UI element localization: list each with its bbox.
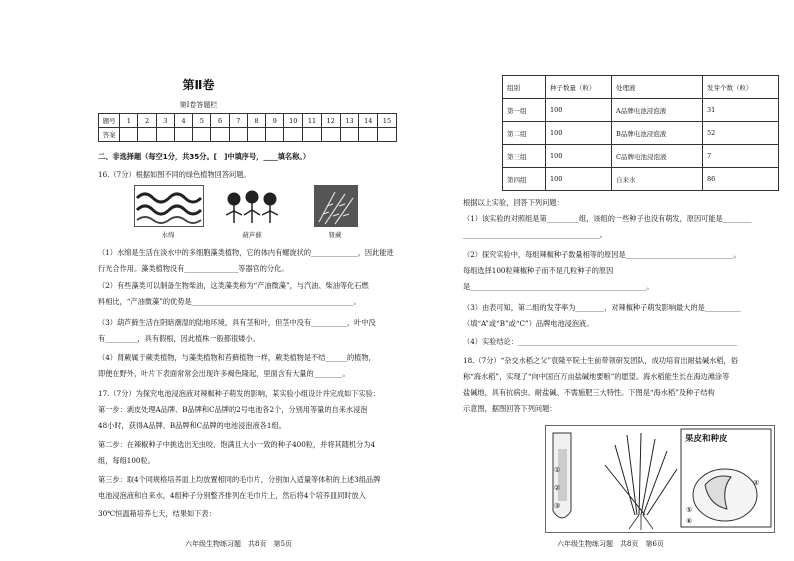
question-number: 8 bbox=[247, 114, 265, 128]
fern-image bbox=[314, 185, 358, 227]
table-cell: B品牌电池浸泡液 bbox=[612, 122, 703, 145]
q18-line: 盐碱地，具有抗病虫、耐盐碱、不需施肥三大特性。下图是“海水稻”及种子结构 bbox=[463, 388, 715, 397]
header-cell: 种子数量（粒） bbox=[546, 76, 612, 99]
figure-marker: ⑥ bbox=[686, 516, 693, 525]
q17-line: 48小时，获得A品牌、B品牌和C品牌的电池浸泡液各1组。 bbox=[98, 421, 286, 430]
table-row bbox=[503, 168, 779, 191]
q17-line: 第三步：取4个同规格培养皿上均放置相同的毛巾片，分别加入适量等体积的上述3组品牌 bbox=[98, 475, 381, 484]
q17-line: 每组选择100粒辣椒种子而不是几粒种子的原因 bbox=[463, 266, 614, 275]
answer-cell[interactable] bbox=[284, 128, 303, 142]
page-footer: 六年级生物练习题 共8页 第5页 bbox=[185, 540, 292, 548]
q17-line: （2）探究实验中，每组辣椒种子数量相等的原因是______________________________。 bbox=[463, 250, 741, 259]
table-row bbox=[503, 122, 779, 145]
row-label: 答案 bbox=[99, 128, 120, 142]
figure-marker: ② bbox=[554, 483, 561, 492]
spirogyra-image bbox=[134, 185, 204, 227]
question-number: 4 bbox=[174, 114, 192, 128]
table-cell: 100 bbox=[546, 145, 612, 168]
q16-line: （3）葫芦藓生活在阴暗潮湿的陆地环境，具有茎和叶，但茎中没有__________，叶中没 bbox=[98, 318, 376, 327]
q16-line: （4）肾蕨属于蕨类植物，与藻类植物和苔藓植物一样，蕨类植物是不结______的植物， bbox=[98, 353, 376, 362]
answer-cell[interactable] bbox=[156, 128, 174, 142]
question-number: 11 bbox=[303, 114, 322, 128]
q17-line: （3）由表可知，第二组的发芽率为________，对辣椒种子萌发影响最大的是__________ bbox=[463, 303, 741, 312]
question-number: 2 bbox=[138, 114, 156, 128]
table-cell: 第三组 bbox=[503, 145, 546, 168]
table-cell: 第四组 bbox=[503, 168, 546, 191]
table-cell: 100 bbox=[546, 168, 612, 191]
table-cell: A品牌电池浸泡液 bbox=[612, 99, 703, 122]
table-cell: 第一组 bbox=[503, 99, 546, 122]
header-cell: 处理液 bbox=[612, 76, 703, 99]
table-row bbox=[503, 99, 779, 122]
q18-line: 18.（7分）“杂交水稻之父”袁隆平院士生前带领研发团队，成功培育出耐盐碱水稻，俗 bbox=[463, 356, 738, 365]
q16-line: （1）水绵是生活在淡水中的多细胞藻类植物，它的体内有螺旋状的_____________，因此能进 bbox=[98, 248, 394, 257]
row-label: 题号 bbox=[99, 114, 120, 128]
moss-caption: 葫芦藓 bbox=[242, 231, 262, 239]
moss-image bbox=[222, 185, 282, 225]
answer-table bbox=[98, 113, 397, 142]
table-cell: 100 bbox=[546, 99, 612, 122]
question-number: 6 bbox=[211, 114, 229, 128]
question-number: 13 bbox=[340, 114, 359, 128]
q17-line: （填“A”或“B”或“C”）品牌电池浸泡液。 bbox=[463, 319, 594, 328]
table-row bbox=[503, 145, 779, 168]
table-cell: 7 bbox=[703, 145, 779, 168]
table-cell: 自来水 bbox=[612, 168, 703, 191]
experiment-table bbox=[502, 75, 779, 191]
spirogyra-caption: 水绵 bbox=[161, 231, 175, 239]
figure-label: 果皮和种皮 bbox=[685, 434, 728, 444]
question-number: 12 bbox=[321, 114, 340, 128]
question-number: 5 bbox=[193, 114, 211, 128]
question-number: 9 bbox=[266, 114, 284, 128]
q17-line: 第一步：剥皮处理A品牌、B品牌和C品牌的2号电池各2个，分别用等量的自来水浸泡 bbox=[98, 405, 368, 414]
q16-intro: 16.（7分）根据如图不同的绿色植物回答问题。 bbox=[98, 170, 251, 179]
rice-figure bbox=[545, 425, 775, 533]
q17-line: 第二步：在辣椒种子中挑选出无虫咬、饱满且大小一致的种子400粒，并将其随机分为4 bbox=[98, 440, 376, 449]
answer-cell[interactable] bbox=[138, 128, 156, 142]
answer-table-answer-row bbox=[99, 128, 397, 142]
q17-line: ______________________________________。 bbox=[463, 230, 607, 239]
q16-line: （2）有些藻类可以制备生物柴油，这类藻类称为“产油微藻”，与汽油、柴油等化石燃 bbox=[98, 281, 369, 290]
question-number: 14 bbox=[359, 114, 378, 128]
q18-line: 示意图，据图回答下列问题： bbox=[463, 404, 557, 413]
q16-line: 有_________，具有假根，因此植株一般都很矮小。 bbox=[98, 334, 260, 343]
answer-table-number-row bbox=[99, 114, 397, 128]
question-number: 10 bbox=[284, 114, 303, 128]
experiment-table-header bbox=[503, 76, 779, 99]
answer-cell[interactable] bbox=[266, 128, 284, 142]
section-title: 第Ⅱ卷 bbox=[182, 78, 215, 92]
q16-line: 料相比，“产油微藻”的优势是_____________________________________________。 bbox=[98, 297, 361, 306]
table-cell: 86 bbox=[703, 168, 779, 191]
q16-line: 即便在野外，叶片下表面常常会出现许多褐色隆起，里面含有大量的________。 bbox=[98, 369, 350, 378]
table-cell: 31 bbox=[703, 99, 779, 122]
figure-marker: ⑤ bbox=[686, 505, 693, 514]
answer-cell[interactable] bbox=[120, 128, 138, 142]
q17-line: 组，每组100粒。 bbox=[98, 456, 155, 465]
figure-marker: ① bbox=[554, 465, 561, 474]
figure-marker: ④ bbox=[753, 478, 760, 487]
answer-table-caption: 第Ⅰ卷答题栏 bbox=[179, 101, 218, 109]
q17-line: 17.（7分）为探究电池浸泡液对辣椒种子萌发的影响，某实验小组设计并完成如下实验： bbox=[98, 389, 380, 398]
part2-heading: 二、非选择题（每空1分，共35分。[ ]中填序号，____填名称。） bbox=[98, 152, 311, 161]
q17-line: 30℃恒温箱培养七天，结果如下表： bbox=[98, 509, 216, 518]
answer-cell[interactable] bbox=[247, 128, 265, 142]
answer-cell[interactable] bbox=[359, 128, 378, 142]
answer-cell[interactable] bbox=[211, 128, 229, 142]
q17-line: 电池浸泡液和自来水，4组种子分别整齐排列在毛巾片上，然后将4个培养皿同时放入 bbox=[98, 491, 366, 500]
answer-cell[interactable] bbox=[193, 128, 211, 142]
header-cell: 组别 bbox=[503, 76, 546, 99]
table-cell: C品牌电池浸泡液 bbox=[612, 145, 703, 168]
answer-cell[interactable] bbox=[378, 128, 397, 142]
page-footer: 六年级生物练习题 共8页 第6页 bbox=[557, 540, 664, 548]
right-page bbox=[397, 0, 794, 561]
answer-cell[interactable] bbox=[340, 128, 359, 142]
q18-line: 称“海水稻”，实现了“向中国百万亩盐碱地要粮”的愿望。海水稻能生长在海边滩涂等 bbox=[463, 372, 730, 381]
question-number: 3 bbox=[156, 114, 174, 128]
header-cell: 发芽个数（粒） bbox=[703, 76, 779, 99]
figure-marker: ③ bbox=[554, 501, 561, 510]
table-cell: 52 bbox=[703, 122, 779, 145]
table-cell: 第二组 bbox=[503, 122, 546, 145]
table-cell: 100 bbox=[546, 122, 612, 145]
question-number: 7 bbox=[229, 114, 247, 128]
q17-line: （4）实验结论：_____________________________________________________________ bbox=[463, 337, 738, 346]
q16-line: 行光合作用。藻类植物没有_______________等器官的分化。 bbox=[98, 264, 289, 273]
q17-line: 根据以上实验，回答下列问题： bbox=[463, 198, 564, 207]
q17-line: 是_________________________________________________。 bbox=[463, 282, 654, 291]
answer-cell[interactable] bbox=[321, 128, 340, 142]
question-number: 1 bbox=[120, 114, 138, 128]
answer-cell[interactable] bbox=[303, 128, 322, 142]
question-number: 15 bbox=[378, 114, 397, 128]
answer-cell[interactable] bbox=[174, 128, 192, 142]
q17-line: （1）该实验的对照组是第_________组，该组的一些种子也没有萌发，原因可能是________ bbox=[463, 214, 752, 223]
answer-cell[interactable] bbox=[229, 128, 247, 142]
fern-caption: 肾蕨 bbox=[328, 231, 342, 239]
